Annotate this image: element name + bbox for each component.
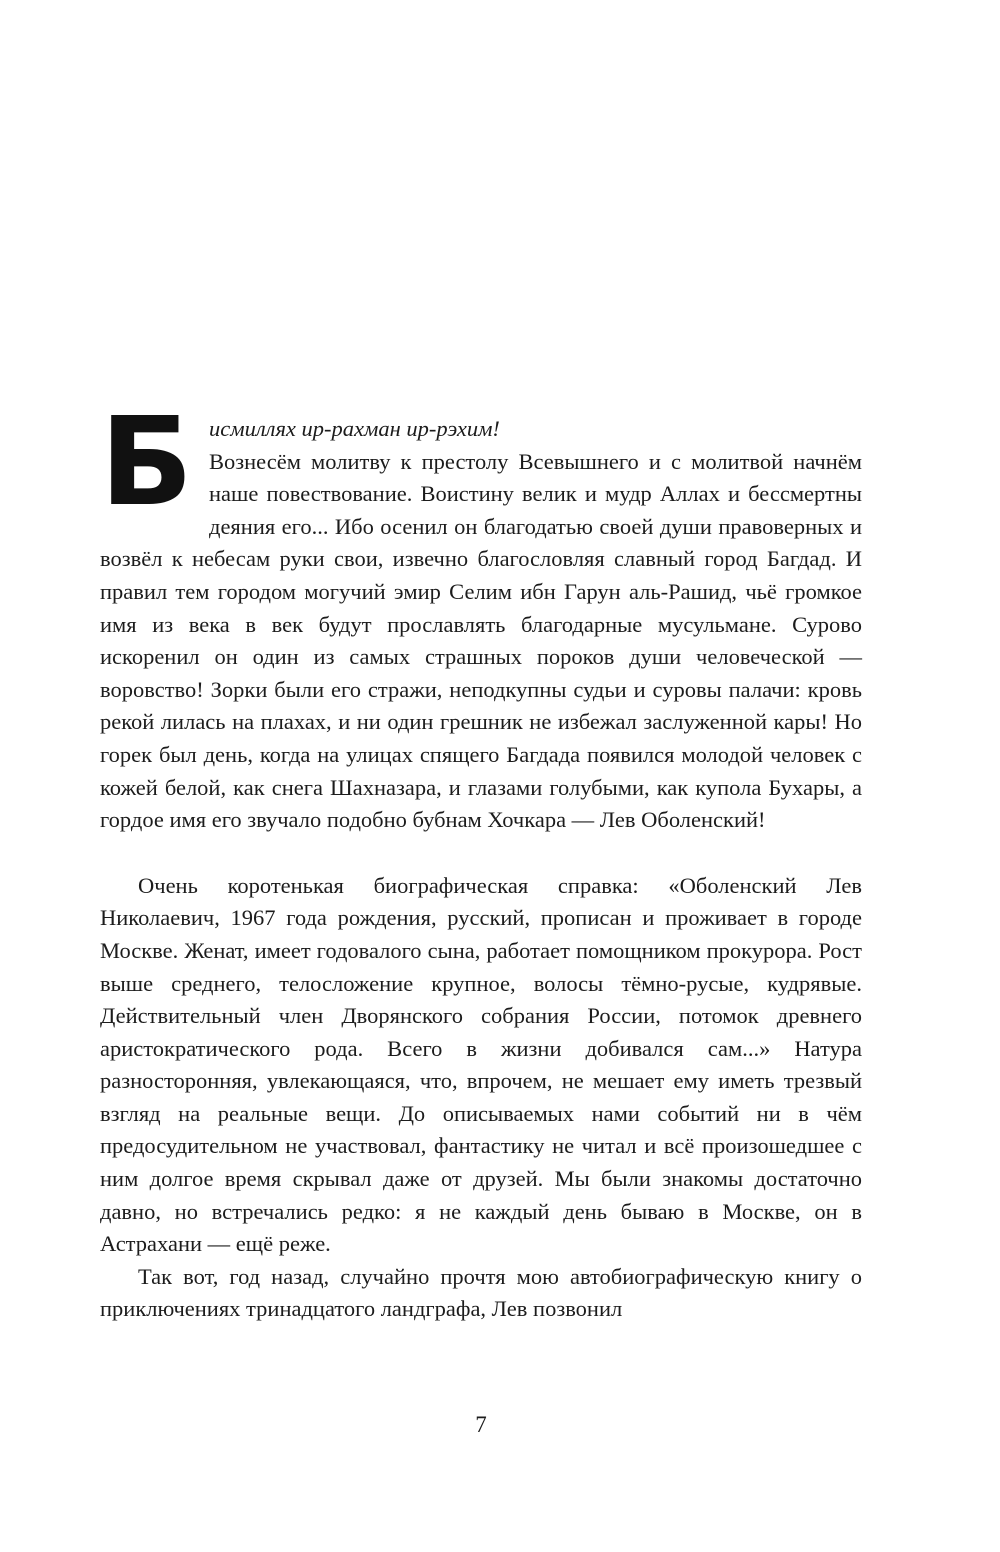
paragraph-body-text: Вознесём молитву к престолу Всевышнего и с молитвой начнём наше повествование. Воистину велик и мудр Аллах и бессмертны деяния его... Ибо осенил он благодатью своей души правоверных и возвёл к небесам руки свои, извечно благословляя славный город Багдад. И правил тем городом могучий эмир Селим ибн Гарун аль-Рашид, чьё громкое имя из века в век будут прославлять благодарные мусульмане. Сурово искоренил он один из самых страшных пороков души человеческой — воровство! Зорки были его стражи, неподкупны судьи и суровы палачи: кровь рекой лилась на плахах, и ни один грешник не избежал заслуженной кары! Но горек был день, когда на улицах спящего Багдада появился молодой человек с кожей белой, как снега Шахназара, и глазами голубыми, как купола Бухары, а гордое имя его звучало подобно бубнам Хочкара — Лев Оболенский!	[100, 448, 862, 833]
page-text	[100, 391, 862, 1326]
page-number: 7	[475, 1412, 487, 1437]
paragraph-closing: Так вот, год назад, случайно прочтя мою автобиографическую книгу о приключениях тринадцатого ландграфа, Лев позвонил	[100, 1263, 862, 1322]
paragraph-opening	[100, 391, 862, 837]
paragraph-biography: Очень коротенькая биографическая справка: «Оболенский Лев Николаевич, 1967 года рождения, русский, прописан и проживает в городе Москве. Женат, имеет годовалого сына, работает помощником прокурора. Рост выше среднего, телосложение крупное, волосы тёмно-русые, кудрявые. Действительный член Дворянского собрания России, потомок древнего аристократического рода. Всего в жизни добивался сам...» Натура разносторонняя, увлекающаяся, что, впрочем, не мешает ему иметь трезвый взгляд на реальные вещи. До описываемых нами событий ни в чём предосудительном не участвовал, фантастику не читал и всё произошедшее с ним долгое время скрывал даже от друзей. Мы были знакомы достаточно давно, но встречались редко: я не каждый день бываю в Москве, он в Астрахани — ещё реже.	[100, 872, 862, 1257]
drop-cap: Б	[100, 391, 193, 533]
invocation-line: исмиллях ир-рахман ир-рэхим!	[209, 416, 500, 441]
